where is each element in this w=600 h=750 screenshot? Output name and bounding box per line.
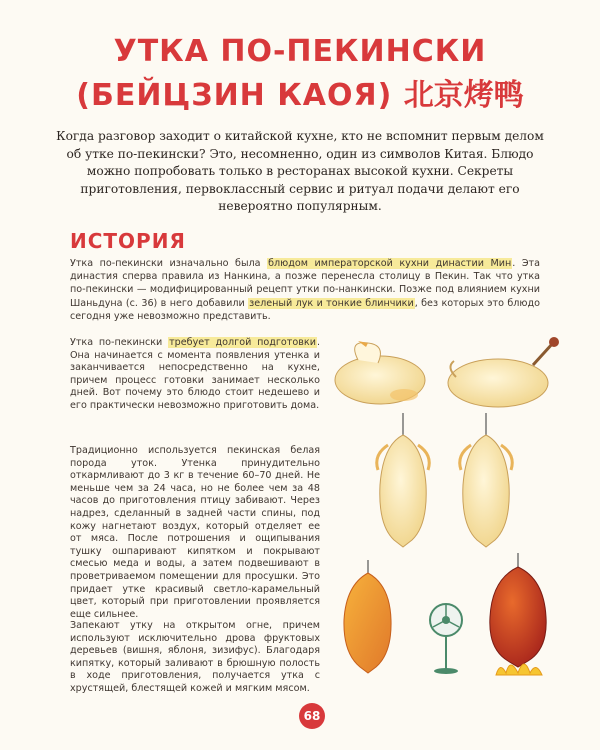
text-run: Утка по-пекински (70, 337, 169, 348)
roasted-duck-over-fire-icon (490, 553, 546, 675)
glazed-duck-icon (344, 560, 391, 673)
page-title (40, 30, 560, 118)
page-number: 68 (299, 703, 325, 729)
text-run: Утка по-пекински изначально была (70, 258, 268, 269)
title-transliteration: (БЕЙЦЗИН КАОЯ) (76, 78, 393, 113)
hanging-duck-icon (460, 413, 513, 547)
intro-paragraph: Когда разговор заходит о китайской кухне, кто не вспомнит первым делом об утке по-пекински? Это, несомненно, один из символов Китая. Блюдо можно попробовать только в ресторанах высокой кухни. Секреты приготовления, первоклассный сервис и ритуал подачи делают его невероятно популярным. (56, 129, 544, 213)
raw-duck-lying-icon (335, 341, 425, 404)
duck-preparation-illustration (328, 335, 560, 685)
text-run: . Эта династия сперва правила из Нанкина, а позже перенесла столицу в Пекин. Так что утка по-пекински — модифицированный рецепт утки по-нанкински. Позже под влиянием кухни Шаньдуна (с. 36) в него добавили (70, 258, 540, 309)
highlight-text: требует долгой подготовки (169, 337, 316, 348)
history-paragraph-4: Запекают утку на открытом огне, причем используют исключительно дрова фруктовых деревьев (вишня, яблоня, зизифус). Благодаря кипятку, который заливают в брюшную полость в ходе приготовления, получается утка с хрустящей, блестящей кожей и мягким мясом. (70, 620, 320, 694)
title-chinese: 北京烤鸭 (403, 78, 524, 113)
history-paragraph-1 (70, 257, 540, 323)
section-heading-history: ИСТОРИЯ (70, 229, 186, 253)
plucked-duck-icon (448, 337, 559, 407)
text-run: , без которых это блюдо сегодня уже невозможно представить. (70, 297, 541, 322)
history-paragraph-2 (70, 337, 320, 413)
title-line-1: УТКА ПО-ПЕКИНСКИ (113, 34, 487, 69)
highlight-text: зеленый лук и тонкие блинчики (249, 297, 414, 309)
text-run: . Она начинается с момента появления утенка и заканчивается непосредственно на кухне, причем процесс готовки занимает несколько дней. Вот почему это блюдо стоит недешево и его практически невозможно приготовить дома. (70, 337, 320, 411)
title-line-2 (40, 74, 560, 118)
fan-icon (430, 604, 462, 674)
highlight-text: блюдом императорской кухни династии Мин (268, 258, 512, 269)
history-paragraph-3: Традиционно используется пекинская белая порода уток. Утенка принудительно откармливают до 3 кг в течение 60–70 дней. Не меньше чем за 24 часа, но не более чем за 48 часов до приготовления птицу забивают. Через надрез, сделанный в задней части спины, под кожу нагнетают воздух, который отделяет ее от мяса. После потрошения и ощипывания тушку ошпаривают кипятком и покрывают смесью меда и воды, а затем подвешивают в проветриваемом помещении для просушки. Это придает утке красивый светло-карамельный цвет, который при приготовлении проявляется еще сильнее. (70, 445, 320, 620)
hanging-duck-icon (377, 413, 430, 547)
